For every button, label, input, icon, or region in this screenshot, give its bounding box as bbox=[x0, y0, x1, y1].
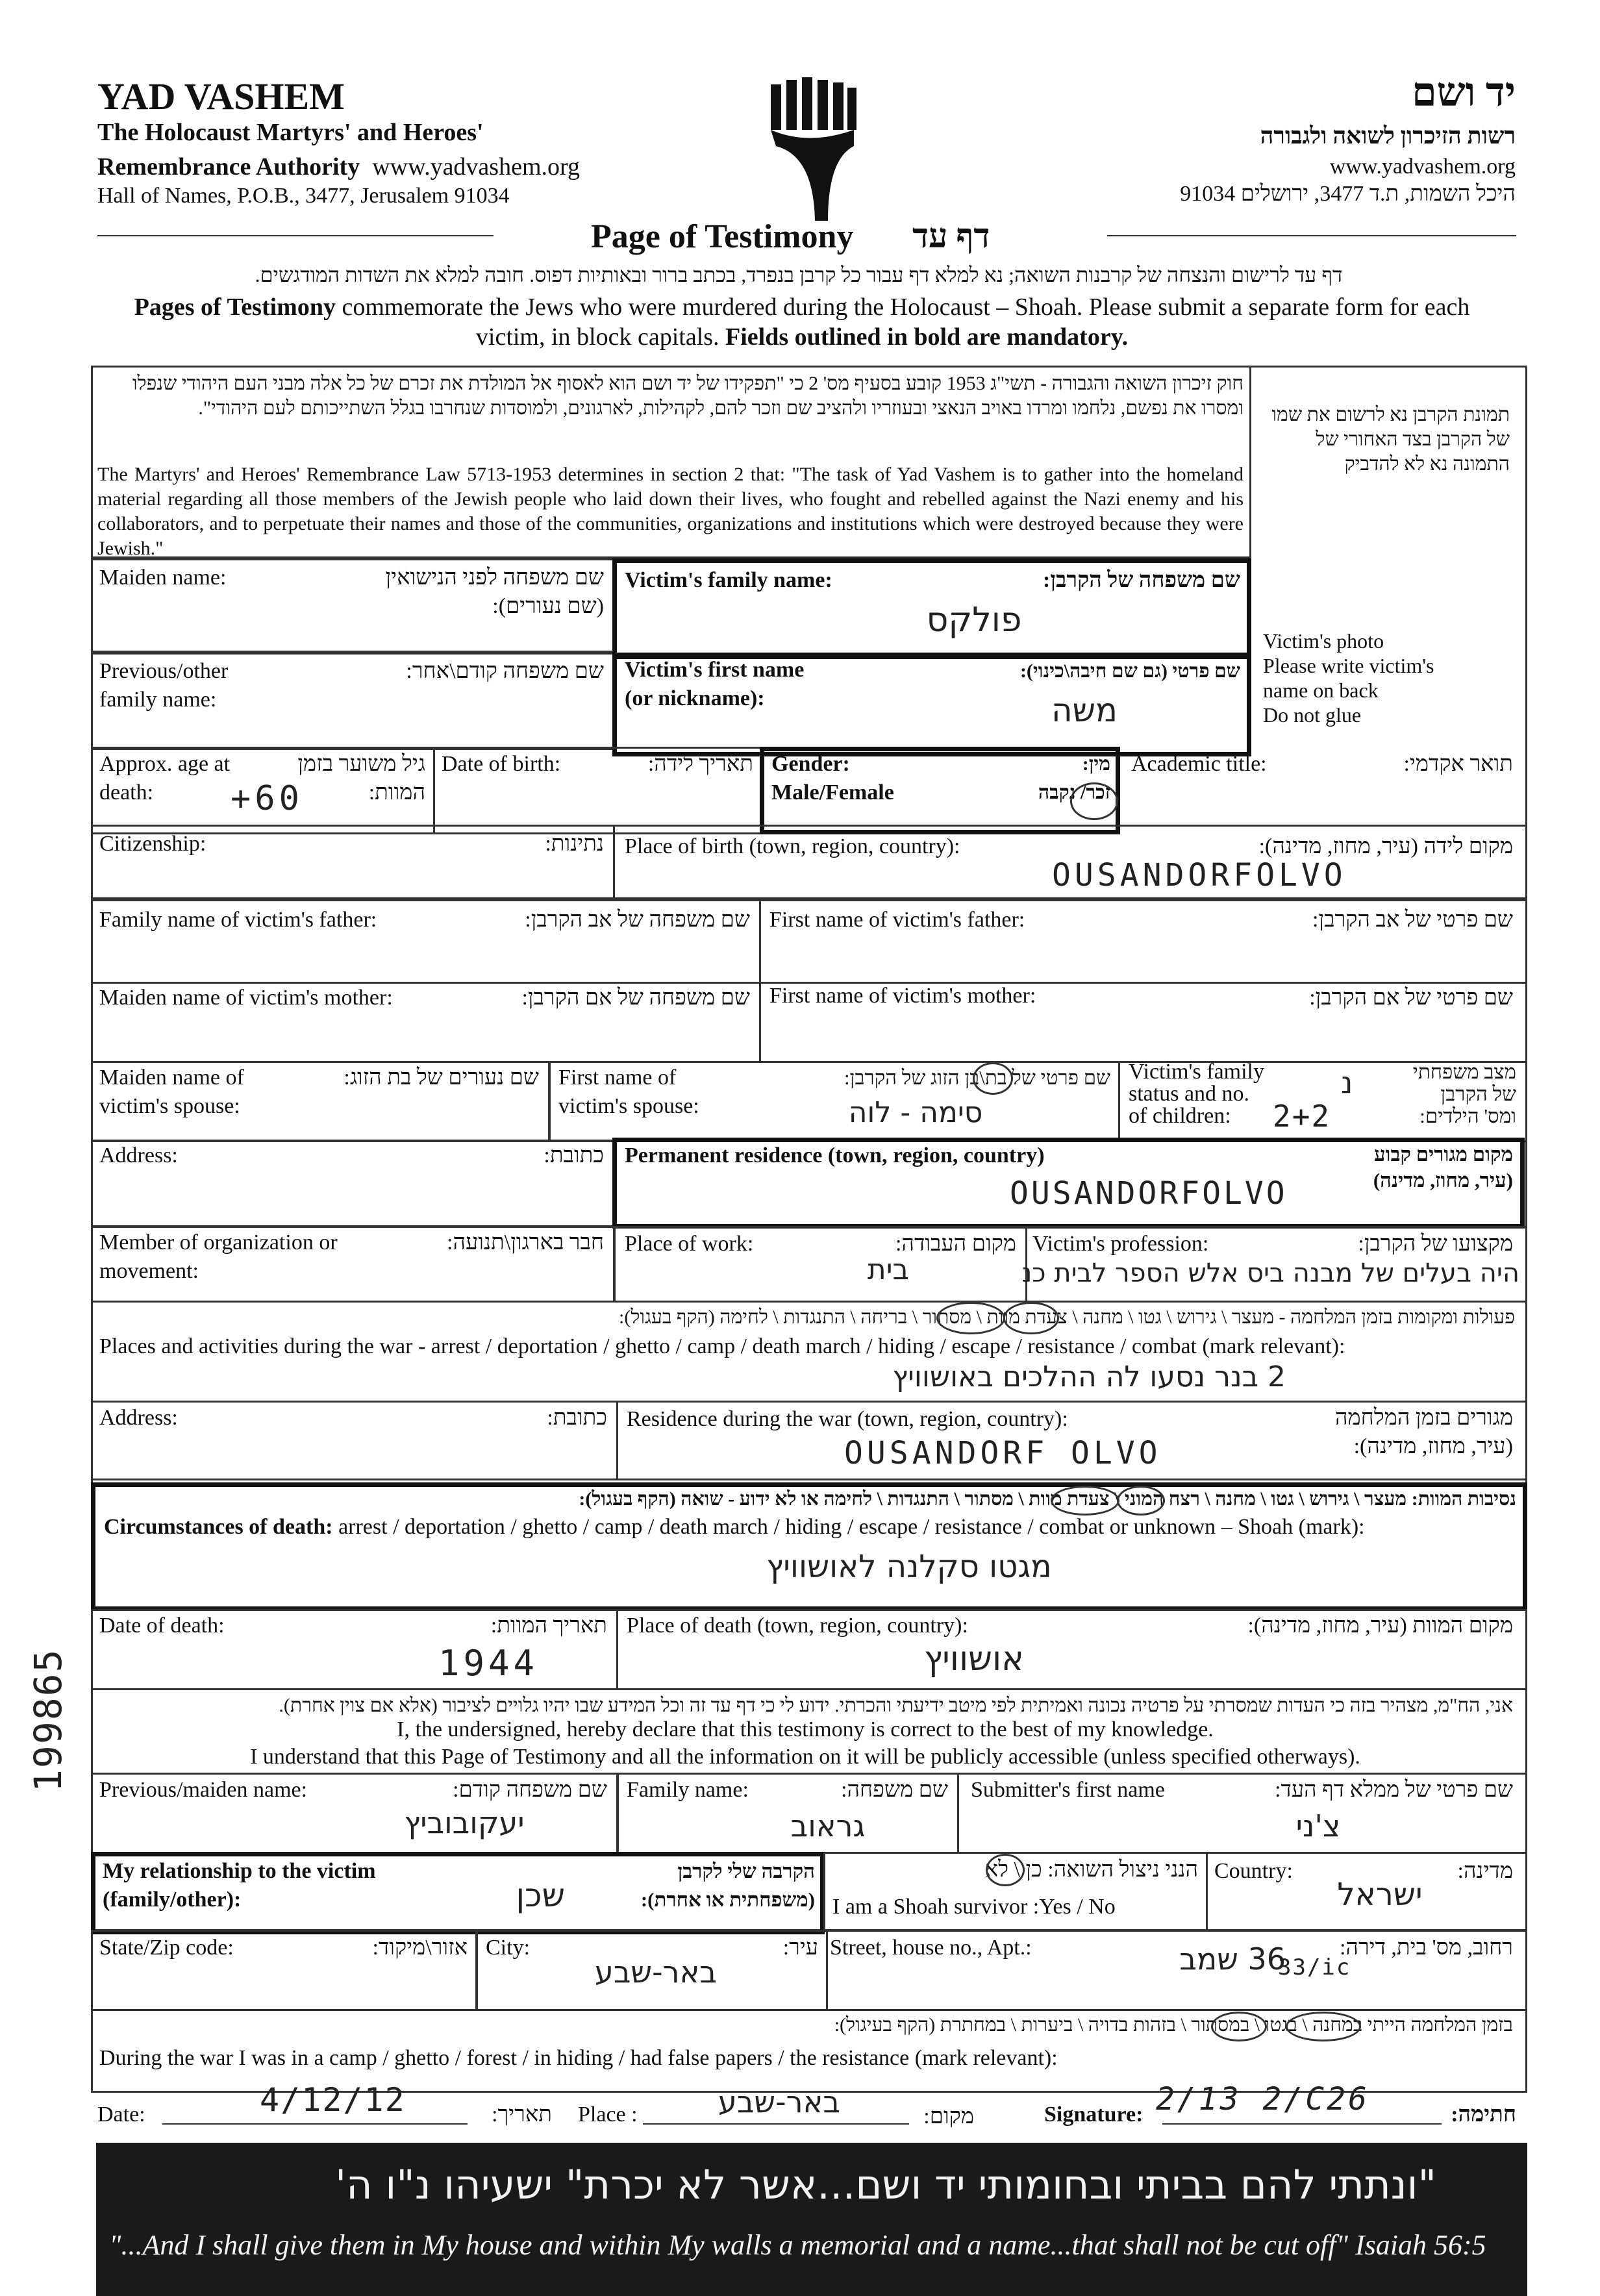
survivor-yes-circle-mark[interactable] bbox=[986, 1854, 1025, 1886]
photo-instruction-en: Victim's photo Please write victim's name on back Do not glue bbox=[1263, 629, 1434, 727]
date-value[interactable]: 4/12/12 bbox=[260, 2081, 406, 2119]
spouse-first-label-he: שם פרטי של בת\בן הזוג של הקרבן: bbox=[844, 1066, 1110, 1089]
mother-maiden-label-he: שם משפחה של אם הקרבן: bbox=[521, 986, 750, 1010]
org-address-he: היכל השמות, ת.ד 3477, ירושלים 91034 bbox=[1180, 182, 1516, 206]
law-text-en: The Martyrs' and Heroes' Remembrance Law 5713-1953 determines in section 2 that: "The task of Yad Vashem is to gather into the homeland material regarding all those members of the Jewish people who laid down their lives, who fought and rebelled against the Nazi enemy and his collaborators, and to perpetuate their names and those of the communities, organizations and institutions which were destroyed because they were Jewish." bbox=[97, 464, 1244, 559]
submitter-prev-name-value[interactable]: יעקובוביץ bbox=[404, 1805, 525, 1840]
state-zip-label: State/Zip code: bbox=[99, 1936, 234, 1960]
profession-label-he: מקצועו של הקרבן: bbox=[1358, 1232, 1513, 1256]
gender-label-he: מין: זכר/ נקבה bbox=[1038, 753, 1110, 803]
country-label: Country: bbox=[1214, 1859, 1293, 1883]
war-places-label: Places and activities during the war - arrest / deportation / ghetto / camp / death march / hiding / escape / resistance / combat (mark relevant): bbox=[99, 1334, 1345, 1358]
father-family-label-he: שם משפחה של אב הקרבן: bbox=[525, 908, 750, 932]
dob-label-he: תאריך לידה: bbox=[647, 752, 753, 776]
family-status-label: Victim's family status and no. of children: bbox=[1129, 1060, 1264, 1128]
declaration-en: I, the undersigned, hereby declare that this testimony is correct to the best of my knowledge. I understand that this Page of Testimony and all the information on it will be publicly accessible (unless specified otherways). bbox=[250, 1717, 1360, 1769]
gender-male-circle-mark[interactable] bbox=[1070, 782, 1118, 820]
prev-name-label-he: שם משפחה קודם\אחר: bbox=[406, 659, 604, 683]
war-address-label: Address: bbox=[99, 1406, 178, 1430]
circumstances-label-he: נסיבות המוות: מעצר \ גירוש \ גטו \ מחנה \ רצח המוני \ צעדת מוות \ מסתור \ התנגדות \ לחימה או לא ידוע - שואה (הקף בעגול): bbox=[579, 1488, 1516, 1510]
mother-first-label: First name of victim's mother: bbox=[769, 984, 1036, 1008]
city-label-he: עיר: bbox=[782, 1936, 818, 1960]
submitter-first-name-label-he: שם פרטי של ממלא דף העד: bbox=[1275, 1778, 1513, 1802]
pob-label-he: מקום לידה (עיר, מחוז, מדינה): bbox=[1258, 834, 1513, 858]
citizenship-label-he: נתינות: bbox=[545, 832, 604, 856]
yad-vashem-logo bbox=[763, 75, 864, 221]
apt-value[interactable]: 33/ic bbox=[1278, 1954, 1351, 1980]
dod-label: Date of death: bbox=[99, 1614, 225, 1638]
death-camp-circle-mark[interactable] bbox=[1051, 1486, 1119, 1516]
date-label: Date: bbox=[97, 2103, 145, 2127]
victim-family-name-value[interactable]: פולקס bbox=[926, 601, 1022, 640]
place-of-work-value[interactable]: בית bbox=[867, 1253, 909, 1286]
mother-first-label-he: שם פרטי של אם הקרבן: bbox=[1309, 986, 1513, 1010]
submitter-prev-name-label-he: שם משפחה קודם: bbox=[453, 1778, 607, 1802]
age-label-he: גיל משוער בזמן המוות: bbox=[297, 752, 425, 805]
submitter-first-name-value[interactable]: צ'ני bbox=[1295, 1808, 1341, 1843]
father-first-label: First name of victim's father: bbox=[769, 908, 1025, 932]
perm-residence-label: Permanent residence (town, region, country) bbox=[625, 1143, 1045, 1167]
war-residence-value[interactable]: OUSANDORF OLVO bbox=[844, 1435, 1162, 1471]
submitter-family-name-value[interactable]: גראוב bbox=[790, 1808, 866, 1843]
law-text-he: חוק זיכרון השואה והגבורה - תשי"ג 1953 קובע בסעיף מס' 2 כי "תפקידו של יד ושם הוא לאסוף אל המולדת את זכרם של כל אלה מבני העם היהודי שנפלו ומסרו את נפשם, נלחמו ומרדו באויב הנאצי ובעוזריו ולהציב שם וזכר להם, לקהילות, לארגונים, ולמוסדות שנחרבו בגלל השתייכותם לעם היהודי". bbox=[132, 373, 1244, 419]
street-label-he: רחוב, מס' בית, דירה: bbox=[1339, 1936, 1513, 1960]
org-web-he: www.yadvashem.org bbox=[1329, 155, 1516, 179]
perm-residence-label-he: מקום מגורים קבוע (עיר, מחוז, מדינה) bbox=[1373, 1143, 1513, 1192]
pod-label-he: מקום המוות (עיר, מחוז, מדינה): bbox=[1247, 1614, 1513, 1638]
state-zip-label-he: אזור\מיקוד: bbox=[372, 1936, 468, 1960]
footer-quote-he: "ונתתי להם בביתי ובחומותי יד ושם...אשר לא יכרת" ישעיהו נ"ו ה' bbox=[335, 2161, 1436, 2208]
submitter-prev-name-label: Previous/maiden name: bbox=[99, 1778, 308, 1802]
age-value[interactable]: +60 bbox=[231, 779, 303, 818]
war-ghetto-circle-mark[interactable] bbox=[1003, 1302, 1059, 1334]
city-label: City: bbox=[486, 1936, 531, 1960]
signature-value[interactable]: 2/13 2/C26 bbox=[1156, 2081, 1369, 2117]
intro-he: דף עד לרישום והנצחה של קרבנות השואה; נא למלא דף עבור כל קרבן בנפרד, בכתב ברור ובאותיות דפוס. חובה למלא את השדות המודגשים. bbox=[255, 263, 1343, 286]
war-residence-label-he: מגורים בזמן המלחמה (עיר, מחוז, מדינה): bbox=[1334, 1406, 1513, 1458]
war-camp-label: During the war I was in a camp / ghetto / forest / in hiding / had false papers / the resistance (mark relevant): bbox=[99, 2046, 1058, 2070]
relationship-label-he: הקרבה שלי לקרבן (משפחתית או אחרת): bbox=[640, 1860, 815, 1911]
dob-label: Date of birth: bbox=[442, 752, 561, 776]
page-title-en: Page of Testimony bbox=[591, 218, 854, 255]
pod-label: Place of death (town, region, country): bbox=[627, 1614, 968, 1638]
war-camp-label-he: בזמן המלחמה הייתי במחנה \ בגטו \ במסתור \ בזהות בדויה \ ביערות \ במחתרת (הקף בעיגול): bbox=[834, 2014, 1513, 2036]
age-label: Approx. age at death: bbox=[99, 752, 231, 805]
victim-family-name-label: Victim's family name: bbox=[625, 568, 832, 592]
pob-label: Place of birth (town, region, country): bbox=[625, 834, 960, 858]
war-places-label-he: פעולות ומקומות בזמן המלחמה - מעצר \ גירוש \ גטו \ מחנה \ צעדת מוות \ מסתור \ בריחה \ התנגדות \ לחימה (הקף בעגול): bbox=[619, 1306, 1515, 1328]
submitter-family-name-label: Family name: bbox=[627, 1778, 749, 1802]
org-name-he: יד ושם bbox=[1411, 71, 1516, 115]
spouse-first-value[interactable]: סימה - לוה bbox=[848, 1096, 983, 1129]
children-count-value[interactable]: 2+2 bbox=[1273, 1099, 1331, 1134]
maiden-name-label: Maiden name: bbox=[99, 566, 227, 590]
victim-family-name-label-he: שם משפחה של הקרבן: bbox=[1043, 568, 1240, 592]
city-value[interactable]: באר-שבע bbox=[595, 1954, 717, 1990]
pob-value[interactable]: OUSANDORFOLVO bbox=[1052, 857, 1347, 893]
country-value[interactable]: ישראל bbox=[1337, 1877, 1423, 1913]
declaration-he: אני, הח"מ, מצהיר בזה כי העדות שמסרתי על פרטיה נכונה ואמיתית לפי מיטב ידיעתי והכרתי. ידוע לי כי דף עד זה וכל המידע שבו יהיו גלויים לציבור (אלא אם צוין אחרת). bbox=[279, 1695, 1513, 1716]
archive-number: 199865 bbox=[26, 1648, 70, 1792]
relationship-label: My relationship to the victim (family/other): bbox=[103, 1859, 376, 1912]
victim-first-name-label: Victim's first name (or nickname): bbox=[625, 658, 805, 710]
maiden-name-field[interactable] bbox=[104, 607, 604, 646]
pod-value[interactable]: אושוויץ bbox=[924, 1640, 1024, 1678]
war-address-label-he: כתובת: bbox=[547, 1406, 607, 1430]
maiden-name-label-he: שם משפחה לפני הנישואין (שם נעורים): bbox=[385, 566, 604, 618]
mother-maiden-label: Maiden name of victim's mother: bbox=[99, 986, 393, 1010]
place-label-he: מקום: bbox=[923, 2104, 974, 2128]
dod-value[interactable]: 1944 bbox=[438, 1643, 539, 1684]
survivor-label-he: הנני ניצול השואה: כן \ לא bbox=[984, 1858, 1198, 1882]
submitter-camp-circle-mark[interactable] bbox=[1286, 2012, 1361, 2041]
academic-label-he: תואר אקדמי: bbox=[1403, 752, 1513, 776]
circumstances-value[interactable]: מגטו סקלנה לאושוויץ bbox=[766, 1549, 1052, 1585]
profession-value[interactable]: היה בעלים של מבנה ביס אלש הספר לבית כנ bbox=[1021, 1258, 1519, 1288]
signature-label: Signature: bbox=[1044, 2103, 1144, 2127]
submitter-ghetto-circle-mark[interactable] bbox=[1211, 2012, 1267, 2041]
signature-label-he: חתימה: bbox=[1451, 2103, 1516, 2127]
address-label-he: כתובת: bbox=[544, 1143, 604, 1167]
war-camp-circle-mark[interactable] bbox=[936, 1302, 1005, 1334]
war-residence-label: Residence during the war (town, region, country): bbox=[627, 1407, 1068, 1431]
submitter-family-name-label-he: שם משפחה: bbox=[841, 1778, 948, 1802]
war-places-value[interactable]: 2 בנר נסעו לה ההלכים באושוויץ bbox=[892, 1360, 1286, 1393]
gender-label: Gender: Male/Female bbox=[771, 752, 894, 805]
date-label-he: תאריך: bbox=[492, 2103, 552, 2127]
death-ghetto-circle-mark[interactable] bbox=[1117, 1486, 1165, 1516]
org-subtitle-1-en: The Holocaust Martyrs' and Heroes' bbox=[97, 119, 484, 146]
org-address-en: Hall of Names, P.O.B., 3477, Jerusalem 91034 bbox=[97, 184, 510, 208]
footer-banner bbox=[96, 2143, 1527, 2296]
org-subtitle-he: רשות הזיכרון לשואה ולגבורה bbox=[1260, 123, 1516, 149]
page-title-he: דף עד bbox=[912, 218, 990, 255]
perm-residence-value[interactable]: OUSANDORFOLVO bbox=[1010, 1175, 1288, 1212]
place-label: Place : bbox=[578, 2103, 638, 2127]
family-status-value[interactable]: נ bbox=[1341, 1065, 1353, 1100]
profession-label: Victim's profession: bbox=[1032, 1232, 1209, 1256]
family-status-label-he: מצב משפחתי של הקרבן ומס' הילדים: bbox=[1412, 1060, 1516, 1127]
place-of-work-label: Place of work: bbox=[625, 1232, 754, 1256]
victim-first-name-value[interactable]: משה bbox=[1051, 692, 1118, 729]
org-name-en: YAD VASHEM bbox=[97, 75, 345, 118]
citizenship-label: Citizenship: bbox=[99, 832, 206, 856]
street-value[interactable]: 36 שמב bbox=[1179, 1941, 1286, 1977]
relationship-value[interactable]: שכן bbox=[516, 1877, 565, 1914]
place-value[interactable]: באר-שבע bbox=[718, 2084, 840, 2119]
circumstances-label: Circumstances of death: arrest / deportation / ghetto / camp / death march / hiding / escape / resistance / combat or unknown – Shoah (mark): bbox=[104, 1515, 1365, 1539]
place-of-work-label-he: מקום העבודה: bbox=[895, 1232, 1016, 1256]
spouse-maiden-label: Maiden name of victim's spouse: bbox=[99, 1066, 244, 1118]
prev-name-label: Previous/other family name: bbox=[99, 659, 229, 712]
street-label: Street, house no., Apt.: bbox=[830, 1936, 1032, 1960]
spouse-first-label: First name of victim's spouse: bbox=[558, 1066, 699, 1118]
victim-first-name-label-he: שם פרטי (גם שם חיבה\כינוי): bbox=[1019, 660, 1240, 682]
academic-label: Academic title: bbox=[1131, 752, 1267, 776]
father-first-label-he: שם פרטי של אב הקרבן: bbox=[1312, 908, 1513, 932]
father-family-label: Family name of victim's father: bbox=[99, 908, 377, 932]
org-subtitle-2-en: Remembrance Authority www.yadvashem.org bbox=[97, 153, 580, 181]
member-org-label-he: חבר בארגון\תנועה: bbox=[447, 1230, 604, 1254]
member-org-label: Member of organization or movement: bbox=[99, 1230, 338, 1283]
submitter-first-name-label: Submitter's first name bbox=[971, 1778, 1165, 1802]
photo-instruction-he: תמונת הקרבן נא לרשום את שמו של הקרבן בצד האחורי של התמונה נא לא להדביק bbox=[1271, 404, 1510, 475]
intro-en: Pages of Testimony commemorate the Jews who were murdered during the Holocaust – Shoah. Please submit a separate form for each victim, in block capitals. Fields outlined in bold are mandatory. bbox=[134, 293, 1470, 351]
footer-quote-en: "...And I shall give them in My house and within My walls a memorial and a name...that shall not be cut off" Isaiah 56:5 bbox=[109, 2229, 1486, 2261]
country-label-he: מדינה: bbox=[1457, 1859, 1513, 1883]
spouse-wife-circle-mark[interactable] bbox=[973, 1062, 1013, 1095]
address-label: Address: bbox=[99, 1143, 178, 1167]
survivor-label: I am a Shoah survivor :Yes / No bbox=[832, 1895, 1116, 1919]
dod-label-he: תאריך המוות: bbox=[490, 1614, 607, 1638]
spouse-maiden-label-he: שם נעורים של בת הזוג: bbox=[344, 1066, 539, 1090]
